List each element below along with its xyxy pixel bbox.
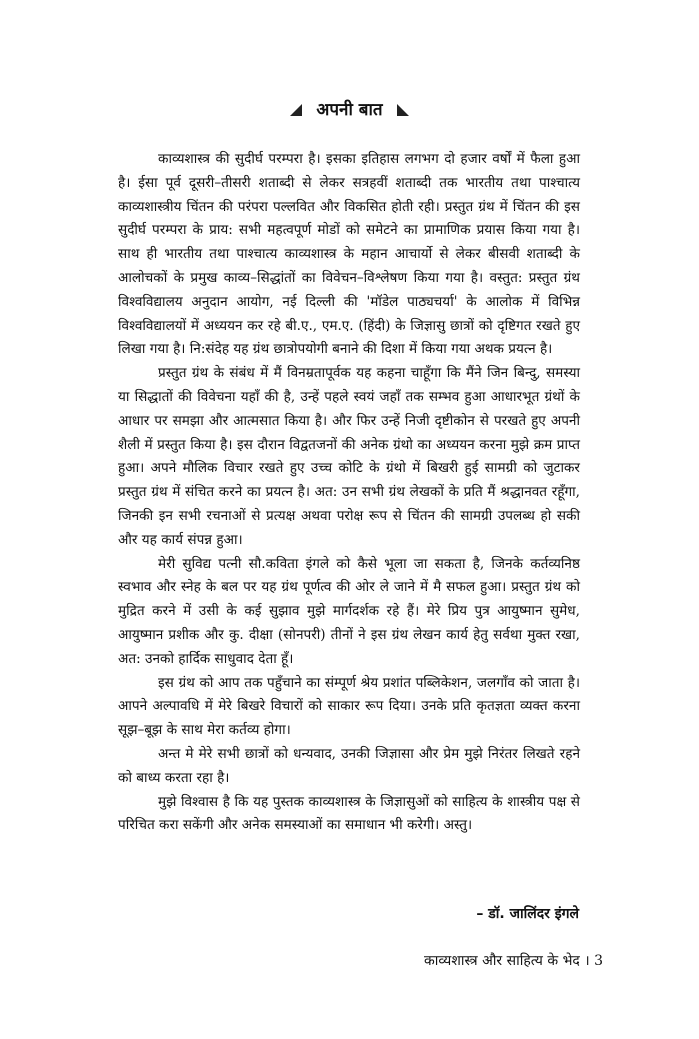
page-title-block	[0, 98, 699, 122]
page-number: 3	[594, 953, 603, 969]
author-signature: – डॉ. जालिंदर इंगले	[476, 906, 579, 922]
paragraph: इस ग्रंथ को आप तक पहुँचाने का संम्पूर्ण श्रेय प्रशांत पब्लिकेशन, जलगाँव को जाता है। आपने अल्पावधि में मेरे बिखरे विचारों को साकार रूप दिया। उनके प्रति कृतज्ञता व्यक्त करना सूझ–बूझ के साथ मेरा कर्तव्य होगा।	[118, 674, 580, 739]
page-footer	[424, 950, 603, 972]
page-title: अपनी बात	[316, 100, 383, 120]
paragraph: मुझे विश्वास है कि यह पुस्तक काव्यशास्त्र के जिज्ञासुओं को साहित्य के शास्त्रीय पक्ष से परिचित करा सकेंगी और अनेक समस्याओं का समाधान भी करेगी। अस्तु।	[118, 793, 580, 834]
paragraph: अन्त मे मेरे सभी छात्रों को धन्यवाद, उनकी जिज्ञासा और प्रेम मुझे निरंतर लिखते रहने को बाध्य करता रहा है।	[118, 745, 580, 786]
right-triangle-ornament-icon	[397, 104, 409, 116]
paragraph: मेरी सुविद्य पत्नी सौ.कविता इंगले को कैसे भूला जा सकता है, जिनके कर्तव्यनिष्ठ स्वभाव और स्नेह के बल पर यह ग्रंथ पूर्णत्व की ओर ले जाने में मै सफल हुआ। प्रस्तुत ग्रंथ को मुद्रित करने में उसी के कई सुझाव मुझे मार्गदर्शक रहे हैं। मेरे प्रिय पुत्र आयुष्मान सुमेध, आयुष्मान प्रशीक और कु. दीक्षा (सोनपरी) तीनों ने इस ग्रंथ लेखन कार्य हेतु सर्वथा मुक्त रखा, अत: उनको हार्दिक साधुवाद देता हूँ।	[118, 555, 580, 667]
running-title: काव्यशास्त्र और साहित्य के भेद	[424, 953, 580, 969]
footer-separator: ।	[584, 953, 595, 969]
paragraph: प्रस्तुत ग्रंथ के संबंध में मैं विनम्रतापूर्वक यह कहना चाहूँगा कि मैंने जिन बिन्दु, समस्या या सिद्धातों की विवेचना यहाँ की है, उन्हें पहले स्वयं जहाँ तक सम्भव हुआ आधारभूत ग्रंथों के आधार पर समझा और आत्मसात किया है। और फिर उन्हें निजी दृष्टीकोन से परखते हुए अपनी शैली में प्रस्तुत किया है। इस दौरान विद्वतजनों की अनेक ग्रंथो का अध्ययन करना मुझे क्रम प्राप्त हुआ। अपने मौलिक विचार रखते हुए उच्च कोटि के ग्रंथो में बिखरी हुई सामग्री को जुटाकर प्रस्तुत ग्रंथ में संचित करने का प्रयत्न है। अत: उन सभी ग्रंथ लेखकों के प्रति मैं श्रद्धानवत रहूँगा, जिनकी इन सभी रचनाओं से प्रत्यक्ष अथवा परोक्ष रूप से चिंतन की सामग्री उपलब्ध हो सकी और यह कार्य संपन्न हुआ।	[118, 365, 580, 548]
left-triangle-ornament-icon	[290, 104, 302, 116]
paragraph: काव्यशास्त्र की सुदीर्घ परम्परा है। इसका इतिहास लगभग दो हजार वर्षों में फैला हुआ है। ईसा पूर्व दूसरी–तीसरी शताब्दी से लेकर सत्रहवीं शताब्दी तक भारतीय तथा पाश्चात्य काव्यशास्त्रीय चिंतन की परंपरा पल्लवित और विकसित होती रही। प्रस्तुत ग्रंथ में चिंतन की इस सुदीर्घ परम्परा के प्राय: सभी महत्वपूर्ण मोडों को समेटने का प्रामाणिक प्रयास किया गया है। साथ ही भारतीय तथा पाश्चात्य काव्यशास्त्र के महान आचार्यो से लेकर बीसवी शताब्दी के आलोचकों के प्रमुख काव्य–सिद्धांतों का विवेचन–विश्लेषण किया गया है। वस्तुत: प्रस्तुत ग्रंथ विश्वविद्यालय अनुदान आयोग, नई दिल्ली की 'मॉडेल पाठ्यचर्या' के आलोक में विभिन्न विश्वविद्यालयों में अध्ययन कर रहे बी.ए., एम.ए. (हिंदी) के जिज्ञासु छात्रों को दृष्टिगत रखते हुए लिखा गया है। नि:संदेह यह ग्रंथ छात्रोपयोगी बनाने की दिशा में किया गया अथक प्रयत्न है।	[118, 151, 580, 358]
preface-body	[118, 148, 580, 838]
